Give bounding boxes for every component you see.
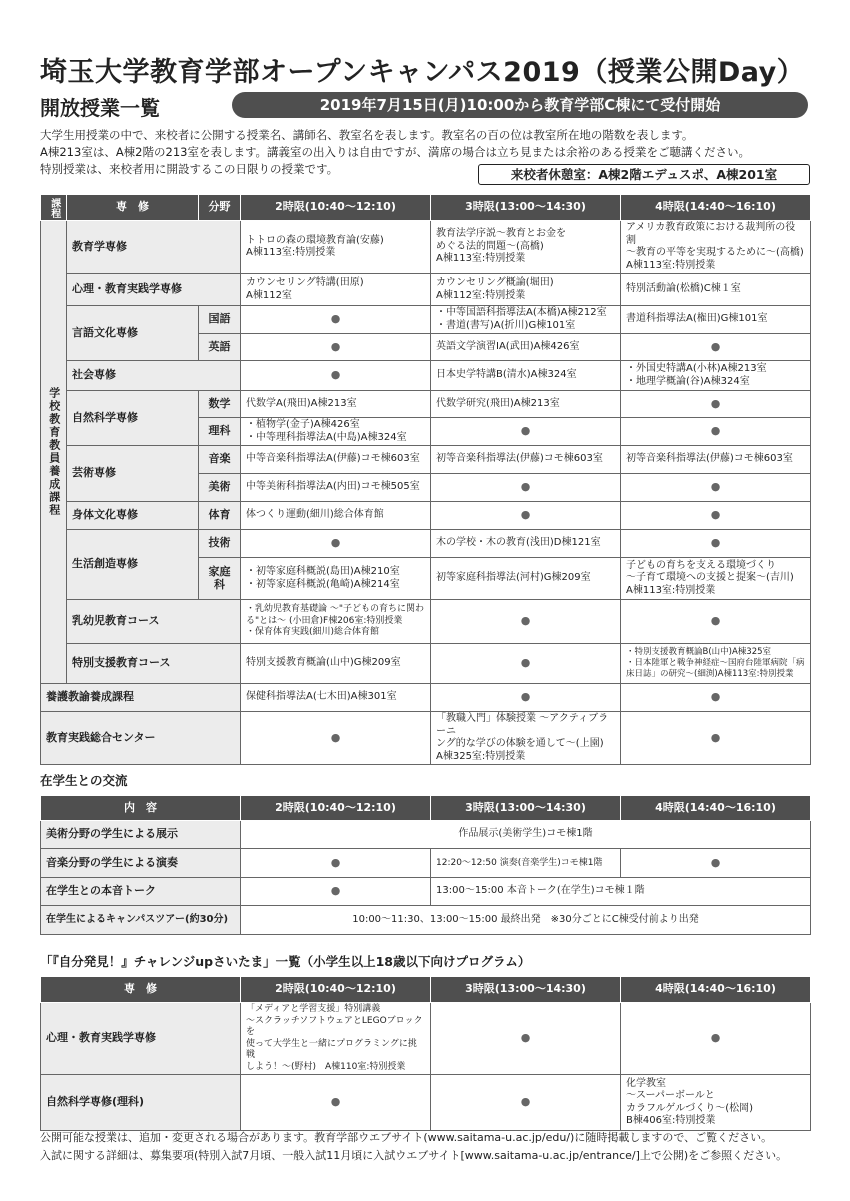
field-name: 技術: [199, 530, 241, 558]
reception-banner: 2019年7月15日(月)10:00から教育学部C棟にて受付開始: [232, 92, 808, 118]
table-row: [41, 906, 811, 935]
class-cell: 教育法学序説～教育とお金を めぐる法的問題～(高橋) A棟113室:特別授業: [431, 221, 621, 274]
class-cell: 体つくり運動(細川)総合体育館: [241, 502, 431, 530]
dot-cell: ●: [621, 849, 811, 878]
table-row: [41, 446, 811, 474]
page-title: 埼玉大学教育学部オープンキャンパス2019（授業公開Day）: [40, 57, 805, 88]
class-cell: アメリカ教育政策における裁判所の役割 ～教育の平等を実現するために～(高橋) A棟113室:特別授業: [621, 221, 811, 274]
field-name: 国語: [199, 306, 241, 334]
header-period4: 4時限(14:40～16:10): [621, 977, 811, 1003]
class-cell: 「メディアと学習支援」特別講義 ～スクラッチソフトウェアとLEGOブロックを 使って大学生と一緒にプログラミングに挑戦 しよう！～(野村) A棟110室:特別授業: [241, 1003, 431, 1075]
class-cell: 木の学校・木の教育(浅田)D棟121室: [431, 530, 621, 558]
field-name: 体育: [199, 502, 241, 530]
table-row: [41, 877, 811, 906]
dot-cell: ●: [241, 1075, 431, 1131]
class-cell: 保健科指導法A(七木田)A棟301室: [241, 684, 431, 712]
field-name: 理科: [199, 418, 241, 446]
class-cell: 「教職入門」体験授業 ～アクティブラーニ ング的な学びの体験を通して～(上園) A棟325室:特別授業: [431, 712, 621, 765]
major-name: 社会専修: [67, 361, 241, 391]
class-cell: 10:00～11:30、13:00～15:00 最終出発 ※30分ごとにC棟受付前より出発: [241, 906, 811, 935]
exchange-name: 在学生との本音トーク: [41, 877, 241, 906]
course-label: 学校教育教員養成課程: [41, 221, 67, 684]
major-name: 身体文化専修: [67, 502, 199, 530]
table-row: [41, 502, 811, 530]
table-row: [41, 849, 811, 878]
header-period4: 4時限(14:40～16:10): [621, 195, 811, 221]
dot-cell: ●: [431, 418, 621, 446]
exchange-name: 音楽分野の学生による演奏: [41, 849, 241, 878]
dot-cell: ●: [431, 644, 621, 684]
class-cell: ・初等家庭科概説(島田)A棟210室 ・初等家庭科概説(亀崎)A棟214室: [241, 558, 431, 600]
class-cell: 作品展示(美術学生)コモ棟1階: [241, 820, 811, 849]
field-name: 数学: [199, 391, 241, 418]
class-cell: 日本史学特講B(清水)A棟324室: [431, 361, 621, 391]
field-name: 音楽: [199, 446, 241, 474]
major-name: 芸術専修: [67, 446, 199, 502]
table-row: [41, 600, 811, 644]
class-cell: 初等音楽科指導法(伊藤)コモ棟603室: [431, 446, 621, 474]
table-row: [41, 221, 811, 274]
dot-cell: ●: [621, 474, 811, 502]
exchange-name: 美術分野の学生による展示: [41, 820, 241, 849]
intro-line: A棟213室は、A棟2階の213室を表します。講義室の出入りは自由ですが、満席の場合は立ち見または余裕のある授業をご聴講ください。: [40, 145, 751, 159]
header-major: 専 修: [67, 195, 199, 221]
major-name: 特別支援教育コース: [67, 644, 241, 684]
intro-line: 大学生用授業の中で、来校者に公開する授業名、講師名、教室名を表します。教室名の百の位は教室所在地の階数を表します。: [40, 128, 694, 142]
major-name: 生活創造専修: [67, 530, 199, 600]
class-cell: 中等音楽科指導法A(伊藤)コモ棟603室: [241, 446, 431, 474]
table-row: [41, 684, 811, 712]
exchange-name: 在学生によるキャンパスツアー(約30分): [41, 906, 241, 935]
class-cell: 書道科指導法A(権田)G棟101室: [621, 306, 811, 334]
dot-cell: ●: [621, 418, 811, 446]
class-cell: 子どもの育ちを支える環境づくり ～子育て環境への支援と提案～(吉川) A棟113室:特別授業: [621, 558, 811, 600]
class-cell: 代数学研究(飛田)A棟213室: [431, 391, 621, 418]
class-cell: ・特別支援教育概論B(山中)A棟325室 ・日本陸軍と戦争神経症～国府台陸軍病院「病 床日誌」の研究～(細渕)A棟113室:特別授業: [621, 644, 811, 684]
header-period2: 2時限(10:40～12:10): [241, 796, 431, 821]
challenge-table: [40, 976, 811, 1131]
exchange-table: [40, 795, 811, 935]
dot-cell: ●: [431, 1003, 621, 1075]
challenge-name: 心理・教育実践学専修: [41, 1003, 241, 1075]
class-cell: ・乳幼児教育基礎論 ～"子どもの育ちに関わ る"とは～ (小田倉)F棟206室:特別授業 ・保育体育実践(細川)総合体育館: [241, 600, 431, 644]
footer-notes: [40, 1129, 830, 1165]
dot-cell: ●: [621, 684, 811, 712]
dot-cell: ●: [241, 361, 431, 391]
dot-cell: ●: [241, 877, 431, 906]
table-row: [41, 1075, 811, 1131]
dot-cell: ●: [241, 334, 431, 361]
class-cell: ・外国史特講A(小林)A棟213室 ・地理学概論(谷)A棟324室: [621, 361, 811, 391]
header-course: 課程: [41, 195, 67, 221]
field-name: 英語: [199, 334, 241, 361]
dot-cell: ●: [431, 502, 621, 530]
table-row: [41, 820, 811, 849]
header-field: 分野: [199, 195, 241, 221]
header-period3: 3時限(13:00～14:30): [431, 195, 621, 221]
table-row: [41, 644, 811, 684]
major-name: 乳幼児教育コース: [67, 600, 241, 644]
page-subtitle: 開放授業一覧: [40, 96, 160, 120]
table-row: [41, 712, 811, 765]
dot-cell: ●: [621, 334, 811, 361]
dot-cell: ●: [621, 600, 811, 644]
major-name: 養護教諭養成課程: [41, 684, 241, 712]
challenge-name: 自然科学専修(理科): [41, 1075, 241, 1131]
class-cell: 初等音楽科指導法(伊藤)コモ棟603室: [621, 446, 811, 474]
class-cell: 特別活動論(松橋)C棟１室: [621, 274, 811, 306]
table-row: [41, 391, 811, 418]
class-cell: 初等家庭科指導法(河村)G棟209室: [431, 558, 621, 600]
intro-line: 特別授業は、来校者用に開設するこの日限りの授業です。: [40, 162, 339, 176]
footer-line: 公開可能な授業は、追加・変更される場合があります。教育学部ウエブサイト(www.saitama-u.ac.jp/edu/)に随時掲載しますので、ご覧ください。: [40, 1131, 773, 1144]
major-name: 言語文化専修: [67, 306, 199, 361]
header-period2: 2時限(10:40～12:10): [241, 977, 431, 1003]
header-major: 専 修: [41, 977, 241, 1003]
major-name: 自然科学専修: [67, 391, 199, 446]
dot-cell: ●: [431, 600, 621, 644]
header-period3: 3時限(13:00～14:30): [431, 796, 621, 821]
class-cell: 特別支援教育概論(山中)G棟209室: [241, 644, 431, 684]
header-content: 内 容: [41, 796, 241, 821]
table-header-row: [41, 977, 811, 1003]
table-row: [41, 361, 811, 391]
class-cell: 化学教室 ～スーパーボールと カラフルゲルづくり～(松岡) B棟406室:特別授業: [621, 1075, 811, 1131]
table-row: [41, 530, 811, 558]
dot-cell: ●: [431, 474, 621, 502]
class-cell: 12:20～12:50 演奏(音楽学生)コモ棟1階: [431, 849, 621, 878]
header-period3: 3時限(13:00～14:30): [431, 977, 621, 1003]
table-row: [41, 306, 811, 334]
dot-cell: ●: [621, 1003, 811, 1075]
field-name: 美術: [199, 474, 241, 502]
class-cell: 中等美術科指導法A(内田)コモ棟505室: [241, 474, 431, 502]
table-row: [41, 274, 811, 306]
class-cell: カウンセリング概論(堀田) A棟112室:特別授業: [431, 274, 621, 306]
dot-cell: ●: [241, 712, 431, 765]
lounge-box: 来校者休憩室：A棟2階エデュスポ、A棟201室: [478, 164, 810, 185]
footer-line: 入試に関する詳細は、募集要項(特別入試7月頃、一般入試11月頃に入試ウエブサイト[www.saitama-u.ac.jp/entrance/]上で公開)をご参照ください。: [40, 1149, 788, 1162]
challenge-title: 「『自分発見！』チャレンジupさいたま」一覧（小学生以上18歳以下向けプログラム）: [40, 954, 531, 969]
class-cell: カウンセリング特講(田原) A棟112室: [241, 274, 431, 306]
major-name: 心理・教育実践学専修: [67, 274, 241, 306]
dot-cell: ●: [621, 502, 811, 530]
dot-cell: ●: [241, 530, 431, 558]
table-header-row: [41, 796, 811, 821]
major-name: 教育学専修: [67, 221, 241, 274]
main-class-table: [40, 194, 811, 765]
table-row: [41, 1003, 811, 1075]
header-period2: 2時限(10:40～12:10): [241, 195, 431, 221]
major-name: 教育実践総合センター: [41, 712, 241, 765]
dot-cell: ●: [621, 530, 811, 558]
class-cell: トトロの森の環境教育論(安藤) A棟113室:特別授業: [241, 221, 431, 274]
dot-cell: ●: [241, 306, 431, 334]
dot-cell: ●: [241, 849, 431, 878]
table-header-row: [41, 195, 811, 221]
class-cell: 代数学A(飛田)A棟213室: [241, 391, 431, 418]
header-period4: 4時限(14:40～16:10): [621, 796, 811, 821]
exchange-title: 在学生との交流: [40, 773, 128, 788]
class-cell: 13:00～15:00 本音トーク(在学生)コモ棟１階: [431, 877, 811, 906]
dot-cell: ●: [621, 391, 811, 418]
dot-cell: ●: [431, 1075, 621, 1131]
field-name: 家庭科: [199, 558, 241, 600]
class-cell: ・植物学(金子)A棟426室 ・中等理科指導法A(中島)A棟324室: [241, 418, 431, 446]
class-cell: 英語文学演習ⅠA(武田)A棟426室: [431, 334, 621, 361]
class-cell: ・中等国語科指導法A(本橋)A棟212室 ・書道(書写)A(折川)G棟101室: [431, 306, 621, 334]
dot-cell: ●: [621, 712, 811, 765]
dot-cell: ●: [431, 684, 621, 712]
